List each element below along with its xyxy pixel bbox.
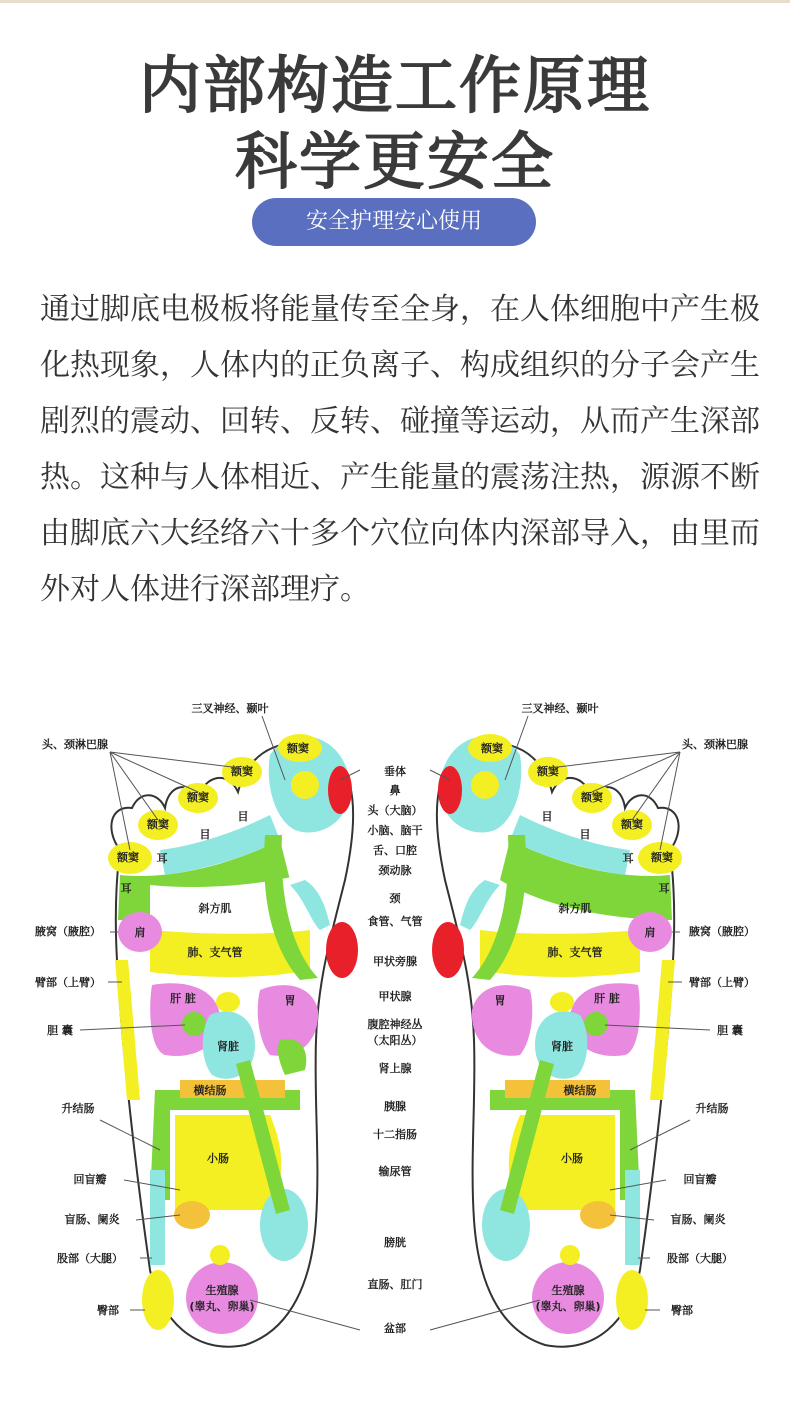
right-sinus-toe4-label: 额窦 [621,818,643,831]
center-label-1: 鼻 [389,784,401,797]
center-label-6: 颈 [389,892,401,905]
right-label-armpit: 腋窝（腋腔） [689,925,755,938]
center-label-2: 头（大脑） [367,804,423,817]
center-label-11: （太阳丛） [367,1034,423,1047]
right-label-lymph: 头、颈淋巴腺 [682,738,748,751]
left-transverse-label: 横结肠 [193,1084,227,1097]
left-gonad [186,1262,258,1334]
right-sinus-bigtoe-label: 额窦 [481,742,503,755]
right-eye1-label: 目 [541,810,553,823]
left-sinus-bigtoe-label: 额窦 [287,742,309,755]
right-sinus-toe2-label: 额窦 [537,765,559,778]
left-sinus-toe2-label: 额窦 [231,765,253,778]
right-label-ascending-colon: 升结肠 [695,1102,729,1115]
left-gonad-label: 生殖腺 [205,1284,239,1297]
center-label-7: 食管、气管 [367,915,423,928]
center-label-3: 小脑、脑干 [367,824,423,837]
right-gonad-label: 生殖腺 [551,1284,585,1297]
right-label-trigeminal: 三叉神经、颞叶 [521,702,599,715]
left-label-ascending-colon: 升结肠 [61,1102,95,1115]
left-gallbladder [182,1012,206,1036]
right-label-ileocecal: 回盲瓣 [683,1173,717,1186]
left-label-trigeminal: 三叉神经、颞叶 [191,702,269,715]
description-paragraph: 通过脚底电极板将能量传至全身，在人体细胞中产生极化热现象，人体内的正负离子、构成组织的分子会产生剧烈的震动、回转、反转、碰撞等运动，从而产生深部热。这种与人体相近、产生能量的震荡注热，源源不断由脚底六大经络六十多个穴位向体内深部导入，由里而外对人体进行深部理疗。 [40,292,760,607]
right-label-cecum: 盲肠、阑炎 [670,1213,726,1226]
center-label-5: 颈动脉 [378,864,412,877]
center-label-10: 腹腔神经丛 [367,1018,423,1031]
left-label-buttock: 臀部 [97,1304,119,1317]
right-ear1-label: 耳 [622,852,634,865]
left-eye1-label: 目 [237,810,249,823]
left-label-cecum: 盲肠、阑炎 [64,1213,120,1226]
center-label-18: 盆部 [384,1322,406,1335]
right-label-thigh: 股部（大腿） [667,1252,733,1265]
left-small-intestine-label: 小肠 [207,1152,229,1165]
left-label-thigh: 股部（大腿） [57,1252,123,1265]
left-sinus-toe5-label: 额窦 [117,851,139,864]
left-sinus-toe4-label: 额窦 [147,818,169,831]
left-stomach-label: 胃 [284,994,296,1007]
right-lung-label: 肺、支气管 [547,946,603,959]
right-transverse-label: 横结肠 [563,1084,597,1097]
left-label-upper-arm: 臂部（上臂） [35,976,101,989]
right-sinus-toe5-label: 额窦 [651,851,673,864]
center-label-12: 肾上腺 [378,1062,412,1075]
right-trapezius-label: 斜方肌 [558,902,592,915]
center-labels [368,764,423,1335]
left-adrenal [216,992,240,1012]
right-ear2-label: 耳 [658,882,670,895]
page-title-line1: 内部构造工作原理 [138,49,651,122]
right-shoulder-label: 肩 [644,926,656,939]
center-label-4: 舌、口腔 [373,844,417,857]
left-buttock [142,1270,174,1330]
page-title-line2: 科学更安全 [234,125,555,198]
left-foot [108,734,358,1347]
right-kidney-label: 肾脏 [551,1040,573,1053]
right-small-intestine-label: 小肠 [561,1152,583,1165]
center-label-0: 垂体 [384,765,406,778]
left-liver-label: 肝 脏 [170,992,196,1005]
left-shoulder-label: 肩 [134,926,146,939]
left-ear1-label: 耳 [156,852,168,865]
right-stomach-label: 胃 [494,994,506,1007]
left-lung-label: 肺、支气管 [187,946,243,959]
top-divider [0,0,790,3]
center-label-16: 膀胱 [384,1236,406,1249]
right-eye2-label: 目 [579,828,591,841]
right-label-gallbladder: 胆 囊 [717,1024,743,1037]
left-label-gallbladder: 胆 囊 [47,1024,73,1037]
left-nose [328,766,352,814]
left-parathyroid [326,922,358,978]
left-kidney-label: 肾脏 [217,1040,239,1053]
left-sinus-toe3-label: 额窦 [187,791,209,804]
center-label-15: 输尿管 [378,1165,412,1178]
left-trapezius-label: 斜方肌 [198,902,232,915]
safety-badge: 安全护理安心使用 [252,198,536,246]
center-label-8: 甲状旁腺 [373,955,417,968]
left-label-armpit: 腋窝（腋腔） [35,925,101,938]
left-gonad-sub-label: (睾丸、卵巢) [189,1300,255,1313]
right-label-upper-arm: 臂部（上臂） [689,976,755,989]
center-label-17: 直肠、肛门 [367,1278,423,1291]
right-gonad-sub-label: (睾丸、卵巢) [535,1300,601,1313]
center-label-14: 十二指肠 [373,1128,417,1141]
center-label-9: 甲状腺 [378,990,412,1003]
right-liver-label: 肝 脏 [594,992,620,1005]
left-label-ileocecal: 回盲瓣 [73,1173,107,1186]
left-pituitary [291,771,319,799]
right-label-buttock: 臀部 [671,1304,693,1317]
left-ear2-label: 耳 [120,882,132,895]
foot-reflexology-diagram [0,680,790,1401]
left-gonad-dot [210,1245,230,1265]
left-label-lymph: 头、颈淋巴腺 [42,738,108,751]
right-sinus-toe3-label: 额窦 [581,791,603,804]
left-eye2-label: 目 [199,828,211,841]
center-label-13: 胰腺 [384,1100,406,1113]
